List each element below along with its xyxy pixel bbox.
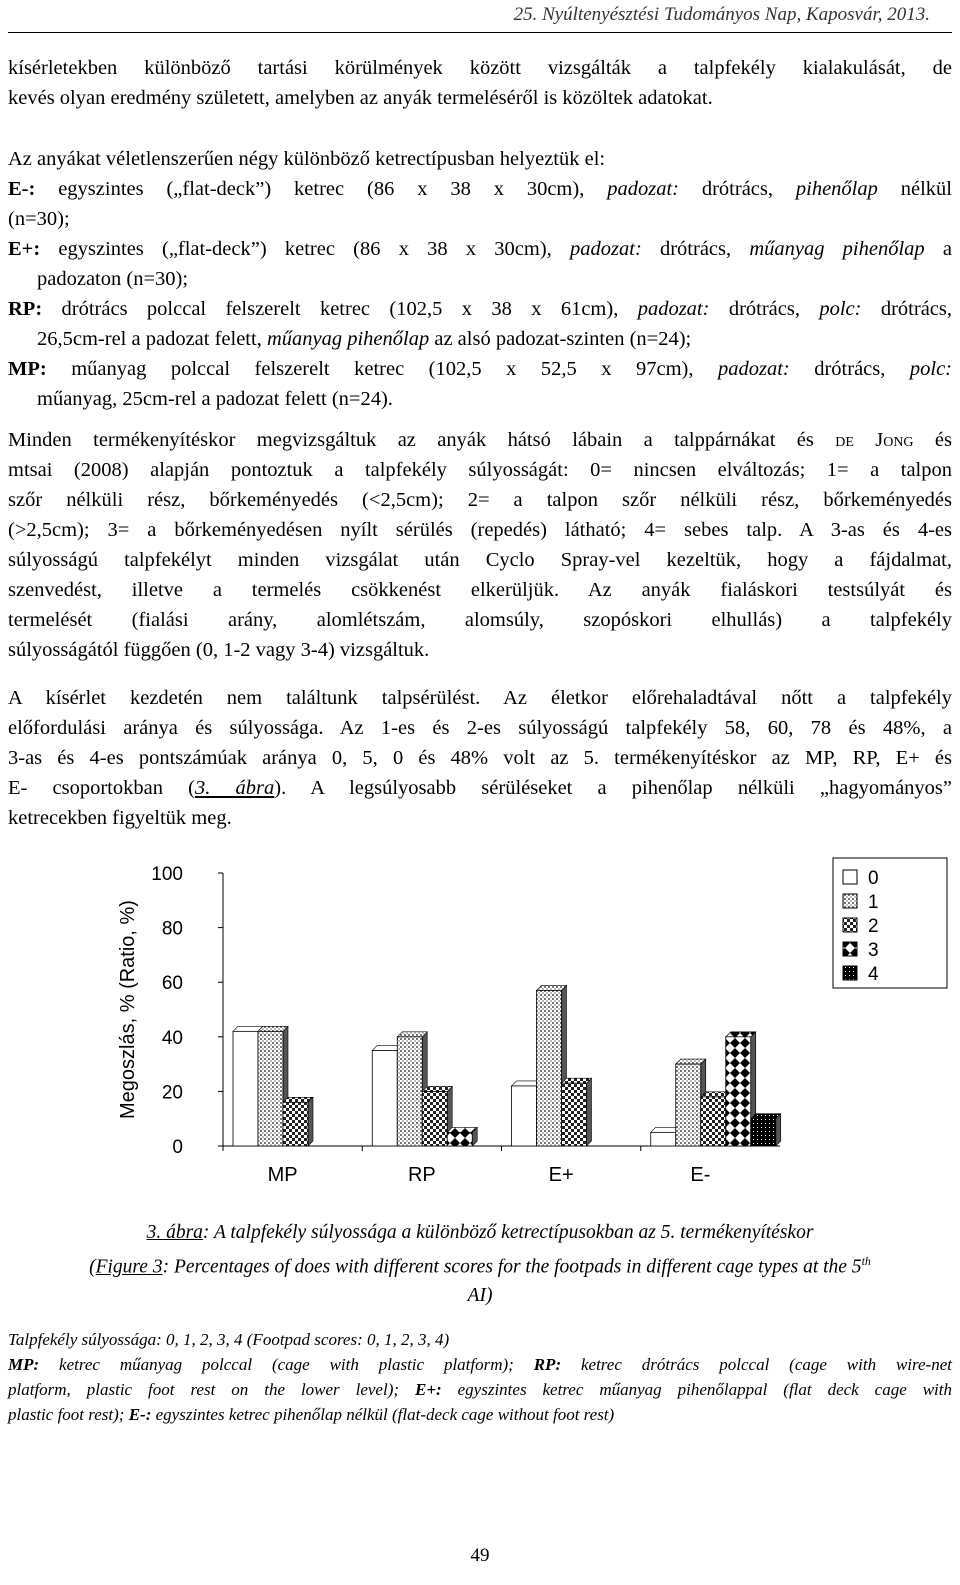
legend-swatch <box>843 966 857 980</box>
figure-reference-link[interactable]: 3. ábra <box>194 777 275 799</box>
intro-paragraph <box>8 53 952 113</box>
bar-1-RP <box>397 1037 422 1146</box>
method-paragraph <box>8 425 952 665</box>
legend-swatch <box>843 942 857 956</box>
bar-0-MP <box>233 1031 258 1146</box>
cage-types-intro: Az anyákat véletlenszerűen négy különböző ketrectípusban helyeztük el: <box>8 148 606 170</box>
results-line: előfordulási aránya és súlyossága. Az 1-es és 2-es súlyosságú talpfekély 58, 60, 78 és 48%, a <box>8 717 952 739</box>
y-tick-label: 60 <box>161 973 183 995</box>
bar-top <box>726 1032 756 1037</box>
bar-top <box>283 1097 313 1102</box>
bar-0-E+ <box>512 1086 537 1146</box>
bar-2-MP <box>283 1102 308 1146</box>
legend-swatch <box>843 870 857 884</box>
bar-3-RP <box>447 1132 472 1146</box>
figure-notes <box>8 1327 952 1427</box>
legend-label: 2 <box>868 916 879 937</box>
bar-side <box>308 1097 313 1146</box>
caption-hu: 3. ábra: A talpfekély súlyossága a különböző ketrectípusokban az 5. termékenyítéskor <box>146 1222 814 1243</box>
notes-line: MP: ketrec műanyag polccal (cage with plastic platform); RP: ketrec drótrács polccal (cage with wire-net <box>8 1355 952 1374</box>
author-name: de Jong <box>835 429 914 451</box>
chart-plot <box>117 858 947 1186</box>
cage-e-plus-cont: padozaton (n=30); <box>37 268 189 290</box>
bar-1-MP <box>258 1031 283 1146</box>
bar-1-E- <box>676 1064 701 1146</box>
legend-swatch <box>843 918 857 932</box>
method-line: (>2,5cm); 3= a bőrkeményedésen nyílt sérülés (repedés) látható; 4= sebes talp. A 3-as és 4-es <box>8 519 952 541</box>
bar-1-E+ <box>537 990 562 1146</box>
x-tick-label: MP <box>267 1164 298 1186</box>
footpad-chart <box>100 838 960 1198</box>
method-line: mtsai (2008) alapján pontoztuk a talpfekély súlyosságát: 0= nincsen elváltozás; 1= a talpon <box>8 459 952 481</box>
cage-rp-cont: 26,5cm-rel a padozat felett, műanyag pihenőlap az alsó padozat-szinten (n=24); <box>37 328 692 350</box>
intro-line: kevés olyan eredmény született, amelyben az anyák termeléséről is közöltek adatokat. <box>8 87 713 109</box>
x-tick-label: E- <box>690 1164 711 1186</box>
x-tick-label: E+ <box>548 1164 574 1186</box>
y-tick-label: 20 <box>161 1082 183 1104</box>
bar-2-RP <box>422 1091 447 1146</box>
y-tick-label: 80 <box>161 918 183 940</box>
caption-figure-ref-en: Figure 3 <box>95 1256 163 1278</box>
results-paragraph <box>8 683 952 833</box>
legend-swatch <box>843 894 857 908</box>
chart-svg <box>100 838 960 1198</box>
x-tick-label: RP <box>407 1164 436 1186</box>
bar-top <box>397 1032 427 1037</box>
notes-line: plastic foot rest); E-: egyszintes ketrec pihenőlap nélkül (flat-deck cage without foot rest) <box>8 1405 615 1424</box>
y-axis-label: Megoszlás, % (Ratio, %) <box>117 900 139 1119</box>
bar-top <box>562 1078 592 1083</box>
bar-top <box>258 1026 288 1031</box>
running-head: 25. Nyúltenyésztési Tudományos Nap, Kaposvár, 2013. <box>513 4 930 25</box>
legend-label: 0 <box>868 868 879 889</box>
bar-top <box>537 985 567 990</box>
bar-2-E- <box>701 1097 726 1146</box>
method-line: Minden termékenyítéskor megvizsgáltuk az anyák hátsó lábain a talppárnákat és de Jong és <box>8 429 952 451</box>
header-rule <box>8 32 952 33</box>
notes-line: Talpfekély súlyossága: 0, 1, 2, 3, 4 (Footpad scores: 0, 1, 2, 3, 4) <box>8 1330 450 1349</box>
cage-e-plus: E+: egyszintes („flat-deck”) ketrec (86 x 38 x 30cm), padozat: drótrács, műanyag pihenőlap a <box>8 238 952 260</box>
caption-en: (Figure 3: Percentages of does with different scores for the footpads in different cage types at the 5th <box>89 1254 871 1278</box>
bar-0-E- <box>651 1132 676 1146</box>
legend-label: 4 <box>868 964 879 985</box>
figure-caption <box>8 1219 952 1310</box>
cage-rp: RP: drótrács polccal felszerelt ketrec (102,5 x 38 x 61cm), padozat: drótrács, polc: drótrács, <box>8 298 952 320</box>
y-tick-label: 40 <box>161 1027 183 1049</box>
bar-4-E- <box>751 1119 776 1146</box>
bar-side <box>587 1078 592 1146</box>
cage-mp-cont: műanyag, 25cm-rel a padozat felett (n=24). <box>37 388 393 410</box>
cage-e-minus: E-: egyszintes („flat-deck”) ketrec (86 x 38 x 30cm), padozat: drótrács, pihenőlap nélkül <box>8 178 952 200</box>
cage-mp: MP: műanyag polccal felszerelt ketrec (102,5 x 52,5 x 97cm), padozat: drótrács, polc: <box>8 358 952 380</box>
cage-types-list <box>8 144 952 414</box>
bar-top <box>751 1114 781 1119</box>
bar-top <box>447 1127 477 1132</box>
caption-en-end: AI) <box>467 1284 493 1306</box>
legend-label: 1 <box>868 892 879 913</box>
bar-2-E+ <box>562 1083 587 1146</box>
y-tick-label: 100 <box>151 864 183 885</box>
method-line: súlyosságától függően (0, 1-2 vagy 3-4) vizsgáltuk. <box>8 639 430 661</box>
cage-e-minus-cont: (n=30); <box>8 208 70 230</box>
bar-3-E- <box>726 1037 751 1146</box>
results-line: A kísérlet kezdetén nem találtunk talpsérülést. Az életkor előrehaladtával nőtt a talpfekély <box>8 687 952 709</box>
results-line: E- csoportokban (3. ábra). A legsúlyosabb sérüléseket a pihenőlap nélküli „hagyományos” <box>8 777 952 799</box>
method-line: szenvedést, illetve a termelés csökkenést elkerüljük. Az anyák fialáskori testsúlyát és <box>8 579 952 601</box>
results-line: ketrecekben figyeltük meg. <box>8 807 232 829</box>
y-tick-label: 0 <box>172 1137 183 1158</box>
page-number: 49 <box>470 1545 490 1566</box>
method-line: szőr nélküli rész, bőrkeményedés (<2,5cm); 2= a talpon szőr nélküli rész, bőrkeményedés <box>8 489 952 511</box>
legend-label: 3 <box>868 940 879 961</box>
method-line: termelését (fialási arány, alomlétszám, alomsúly, szopóskori elhullás) a talpfekély <box>8 609 952 631</box>
method-line: súlyosságú talpfekélyt minden vizsgálat után Cyclo Spray-vel kezeltük, hogy a fájdalmat, <box>8 549 952 571</box>
intro-line: kísérletekben különböző tartási körülmények között vizsgálták a talpfekély kialakulását, de <box>8 57 952 79</box>
bar-0-RP <box>372 1050 397 1146</box>
results-line: 3-as és 4-es pontszámúak aránya 0, 5, 0 és 48% volt az 5. termékenyítéskor az MP, RP, E+ és <box>8 747 952 769</box>
notes-line: platform, plastic foot rest on the lower level); E+: egyszintes ketrec műanyag pihenőlappal (flat deck cage with <box>8 1380 952 1399</box>
bar-top <box>422 1086 452 1091</box>
bar-side <box>776 1114 781 1146</box>
bar-top <box>676 1059 706 1064</box>
caption-figure-ref: 3. ábra <box>146 1222 203 1243</box>
